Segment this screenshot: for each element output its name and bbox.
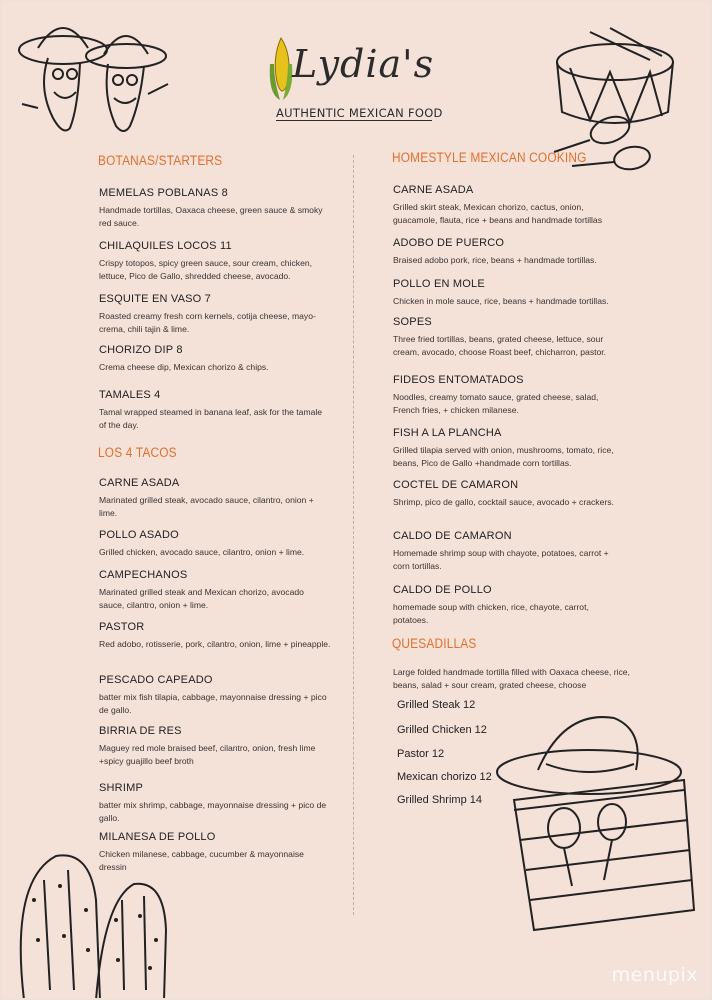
- menu-item-desc: Grilled chicken, avocado sauce, cilantro, onion + lime.: [99, 547, 305, 557]
- menu-item-name: BIRRIA DE RES: [99, 725, 182, 737]
- menu-item-name: PESCADO CAPEADO: [99, 674, 213, 686]
- quesadillas-description: [393, 666, 641, 691]
- menu-item-desc: Chicken in mole sauce, rice, beans + handmade tortillas.: [393, 296, 609, 306]
- menu-item-name: MILANESA DE POLLO: [99, 831, 216, 843]
- menu-item: [99, 389, 331, 431]
- menu-item-desc: Maguey red mole braised beef, cilantro, onion, fresh lime +spicy guajillo beef broth: [99, 743, 316, 766]
- restaurant-logo: [268, 30, 443, 125]
- menu-item-desc: Noodles, creamy tomato sauce, grated cheese, salad, French fries, + chicken milanese.: [393, 392, 599, 415]
- menu-item-desc: Crispy totopos, spicy green sauce, sour cream, chicken, lettuce, Pico de Gallo, shredded cheese, avocado.: [99, 258, 313, 281]
- section-title-tacos: LOS 4 TACOS: [98, 445, 177, 460]
- menu-item-desc: Braised adobo pork, rice, beans + handmade tortillas.: [393, 255, 597, 265]
- menu-item-name: CALDO DE POLLO: [393, 584, 492, 596]
- menu-item-desc: Large folded handmade tortilla filled with Oaxaca cheese, rice, beans, salad + sour cream, grated cheese, choose: [393, 667, 630, 690]
- menu-item-name: FIDEOS ENTOMATADOS: [393, 374, 524, 386]
- menu-item-name: CAMPECHANOS: [99, 569, 188, 581]
- menu-item: [99, 293, 331, 335]
- menu-item: [99, 831, 331, 873]
- menu-item-desc: Three fried tortillas, beans, grated cheese, lettuce, sour cream, avocado, choose Roast beef, chicharron, pastor.: [393, 334, 607, 357]
- menu-item-name: POLLO ASADO: [99, 529, 179, 541]
- quesadilla-option: Mexican chorizo 12: [397, 771, 492, 783]
- menu-item-desc: batter mix shrimp, cabbage, mayonnaise dressing + pico de gallo.: [99, 800, 327, 823]
- menupix-watermark: menupix: [611, 964, 698, 986]
- menu-item-desc: Homemade shrimp soup with chayote, potatoes, carrot + corn tortillas.: [393, 548, 609, 571]
- menu-item: [393, 584, 625, 626]
- menu-item-desc: Tamal wrapped steamed in banana leaf, ask for the tamale of the day.: [99, 407, 323, 430]
- menu-item-desc: Handmade tortillas, Oaxaca cheese, green sauce & smoky red sauce.: [99, 205, 323, 228]
- menu-item-name: TAMALES 4: [99, 389, 161, 401]
- sombrero-sarape-illustration: [494, 710, 699, 940]
- menu-item: [99, 782, 331, 824]
- menu-item: [393, 530, 625, 572]
- menu-item: [393, 374, 625, 416]
- menu-item: [99, 569, 331, 611]
- quesadilla-option: Grilled Shrimp 14: [397, 794, 482, 806]
- menu-item-desc: Grilled skirt steak, Mexican chorizo, cactus, onion, guacamole, flauta, rice + beans and handmade tortillas: [393, 202, 603, 225]
- menu-item-desc: homemade soup with chicken, rice, chayote, carrot, potatoes.: [393, 602, 589, 625]
- quesadilla-option: Pastor 12: [397, 748, 445, 760]
- menu-item-name: PASTOR: [99, 621, 145, 633]
- menu-item: [99, 621, 331, 651]
- menu-item-desc: batter mix fish tilapia, cabbage, mayonnaise dressing + pico de gallo.: [99, 692, 327, 715]
- section-title-homestyle: HOMESTYLE MEXICAN COOKING: [392, 150, 587, 165]
- menu-item: [393, 184, 625, 226]
- menu-item: [99, 240, 331, 282]
- menu-item-name: SOPES: [393, 316, 432, 328]
- menu-item-desc: Marinated grilled steak and Mexican chorizo, avocado sauce, cilantro, onion + lime.: [99, 587, 304, 610]
- logo-script-name: Lydia's: [292, 42, 435, 86]
- menu-item: [393, 278, 625, 308]
- menu-item-name: CARNE ASADA: [393, 184, 474, 196]
- menu-item-name: MEMELAS POBLANAS 8: [99, 187, 228, 199]
- menu-item-desc: Shrimp, pico de gallo, cocktail sauce, avocado + crackers.: [393, 497, 614, 507]
- menu-item-name: FISH A LA PLANCHA: [393, 427, 502, 439]
- menu-item: [393, 427, 625, 469]
- menu-item-desc: Marinated grilled steak, avocado sauce, cilantro, onion + lime.: [99, 495, 314, 518]
- corn-icon: [268, 34, 294, 104]
- menu-item-desc: Crema cheese dip, Mexican chorizo & chips.: [99, 362, 269, 372]
- menu-item: [393, 316, 625, 358]
- menu-item-desc: Roasted creamy fresh corn kernels, cotija cheese, mayo-crema, chili tajin & lime.: [99, 311, 316, 334]
- menu-item-desc: Grilled tilapia served with onion, mushrooms, tomato, rice, beans, Pico de Gallo +handmade corn tortillas.: [393, 445, 614, 468]
- chili-peppers-illustration: [8, 8, 188, 138]
- menu-item: [393, 479, 625, 509]
- menu-item: [99, 344, 331, 374]
- menu-item-name: COCTEL DE CAMARON: [393, 479, 519, 491]
- menu-item-desc: Red adobo, rotisserie, pork, cilantro, onion, lime + pineapple.: [99, 639, 331, 649]
- section-title-botanas: BOTANAS/STARTERS: [98, 153, 223, 168]
- quesadilla-option: Grilled Steak 12: [397, 699, 476, 711]
- menu-item: [393, 237, 625, 267]
- menu-item: [99, 529, 331, 559]
- menu-item-name: CHILAQUILES LOCOS 11: [99, 240, 232, 252]
- menu-item-name: POLLO EN MOLE: [393, 278, 485, 290]
- menu-item-name: ESQUITE EN VASO 7: [99, 293, 212, 305]
- menu-item-name: CALDO DE CAMARON: [393, 530, 512, 542]
- menu-item-name: CHORIZO DIP 8: [99, 344, 183, 356]
- menu-item: [99, 187, 331, 229]
- menu-item: [99, 477, 331, 519]
- column-divider: [353, 155, 354, 915]
- menu-item: [99, 725, 331, 767]
- menu-item: [99, 674, 331, 716]
- menu-item-name: ADOBO DE PUERCO: [393, 237, 505, 249]
- logo-tagline: AUTHENTIC MEXICAN FOOD: [276, 106, 443, 120]
- section-title-quesadillas: QUESADILLAS: [392, 636, 477, 651]
- quesadilla-option: Grilled Chicken 12: [397, 724, 487, 736]
- menu-item-name: CARNE ASADA: [99, 477, 180, 489]
- menu-item-name: SHRIMP: [99, 782, 143, 794]
- menu-item-desc: Chicken milanese, cabbage, cucumber & mayonnaise dressin: [99, 849, 304, 872]
